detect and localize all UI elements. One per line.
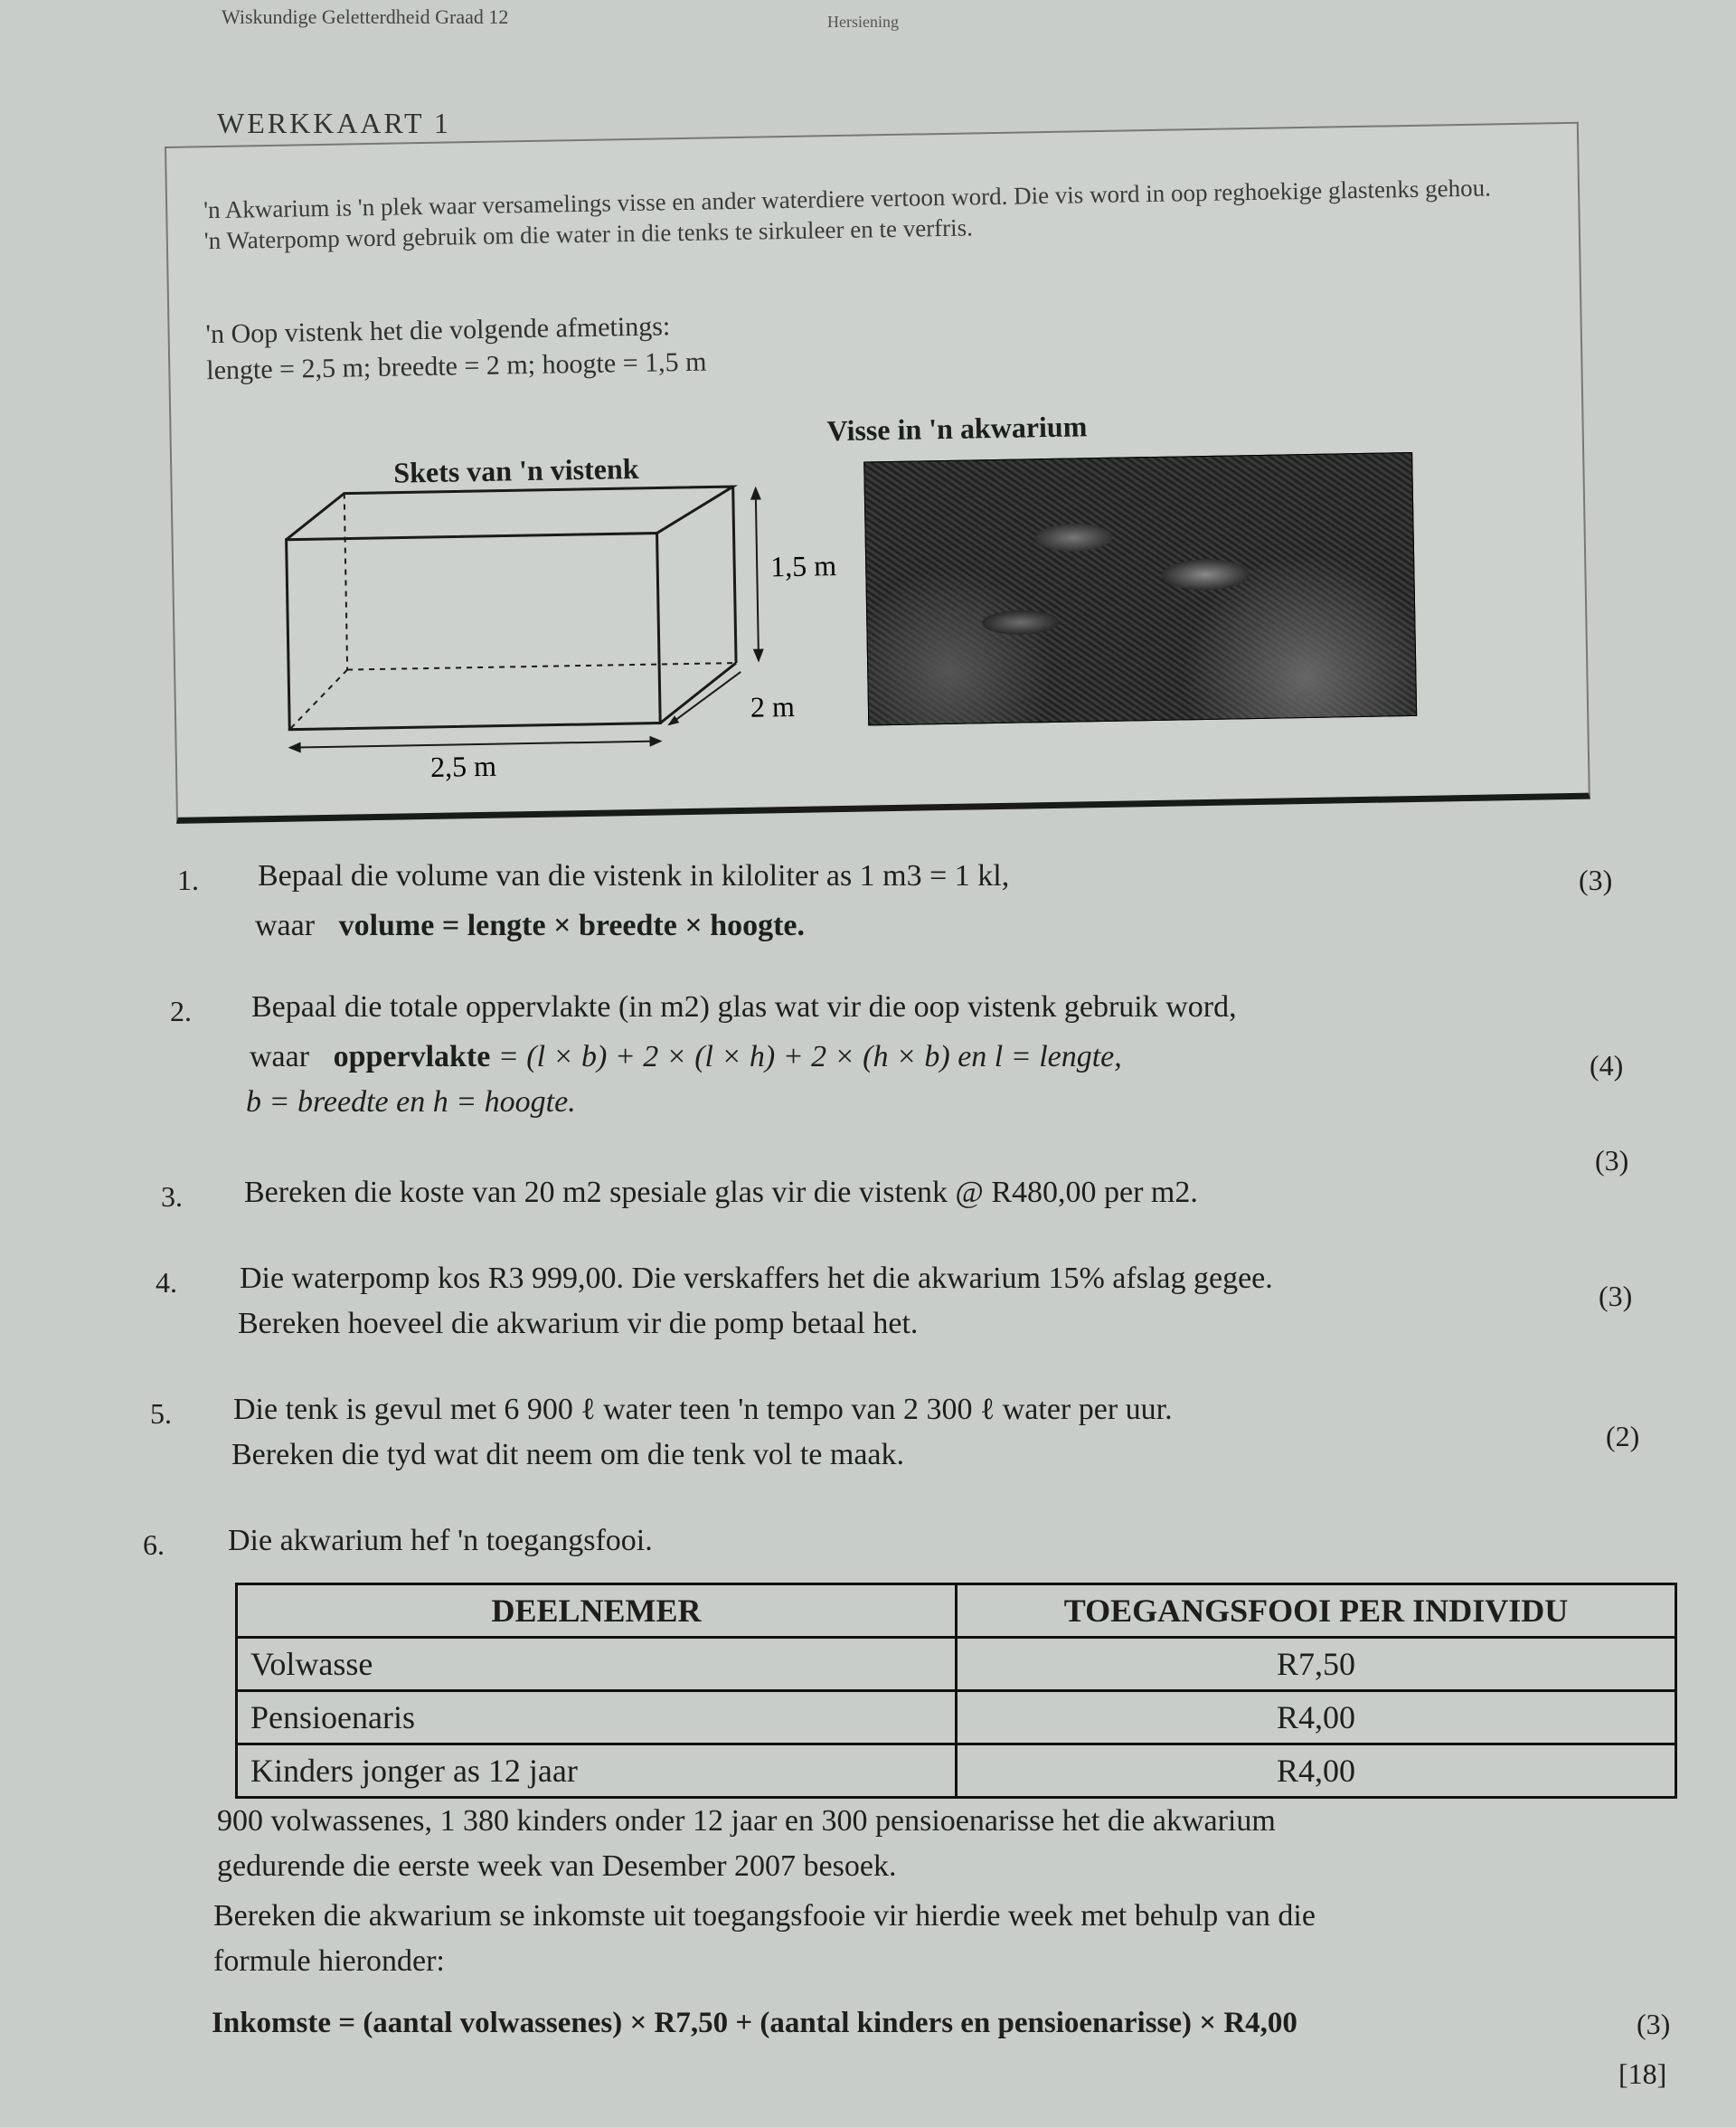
- dimensions-heading: 'n Oop vistenk het die volgende afmetings:: [205, 311, 671, 350]
- sketch-title: Skets van 'n vistenk: [393, 451, 639, 489]
- question-5-line1: Die tenk is gevul met 6 900 ℓ water teen 'n tempo van 2 300 ℓ water per uur.: [233, 1393, 1173, 1426]
- hidden-edge: [344, 494, 347, 670]
- surface-area-label: oppervlakte: [333, 1040, 491, 1073]
- table-header-row: [237, 1584, 1676, 1638]
- length-label: 2,5 m: [429, 749, 497, 783]
- tank-top-edge: [286, 487, 734, 540]
- marks-q3: (3): [1595, 1144, 1629, 1177]
- question-4-line2: Bereken hoeveel die akwarium vir die pomp betaal het.: [238, 1307, 919, 1340]
- volume-formula: volume = lengte × breedte × hoogte.: [338, 909, 806, 942]
- table-row: [237, 1691, 1676, 1744]
- participant-cell: Pensioenaris: [237, 1691, 957, 1744]
- question-number: 5.: [150, 1397, 172, 1430]
- table-row: [237, 1638, 1676, 1691]
- question-number: 2.: [170, 995, 192, 1027]
- hidden-edge: [347, 663, 736, 670]
- marks-q5: (2): [1606, 1420, 1640, 1452]
- participant-cell: Kinders jonger as 12 jaar: [237, 1744, 957, 1798]
- scenario-box: [165, 122, 1590, 824]
- question-number: 4.: [156, 1266, 177, 1299]
- question-6-text: formule hieronder:: [213, 1944, 445, 1978]
- surface-area-formula: = (l × b) + 2 × (l × h) + 2 × (h × b) en l = lengte,: [497, 1040, 1122, 1073]
- fish-tank-sketch: [277, 476, 843, 784]
- question-6-text: Bereken die akwarium se inkomste uit toegangsfooie vir hierdie week met behulp van die: [213, 1899, 1316, 1933]
- aquarium-fish-photo: [863, 452, 1417, 726]
- tank-side-edge: [659, 663, 737, 723]
- question-5-line2: Bereken die tyd wat dit neem om die tenk vol te maak.: [231, 1438, 904, 1471]
- fee-cell: R4,00: [957, 1691, 1676, 1744]
- question-number: 1.: [177, 864, 199, 896]
- scenario-intro: 'n Akwarium is 'n plek waar versamelings visse en ander waterdiere vertoon word. Die vis word in oop reghoekige glastenks gehou. 'n Waterpomp word gebruik om die water in die tenks te sirkuleer en te verfris.: [203, 174, 1492, 255]
- length-arrow: [290, 742, 661, 748]
- tank-front-face: [287, 534, 661, 730]
- marks-q6: (3): [1637, 2008, 1671, 2040]
- subject-header: Wiskundige Geletterdheid Graad 12: [222, 5, 509, 28]
- revision-label: Hersiening: [827, 13, 899, 31]
- hidden-edge: [288, 670, 348, 730]
- entry-fee-table: [235, 1583, 1677, 1799]
- question-1-line1: Bepaal die volume van die vistenk in kiloliter as 1 m3 = 1 kl,: [258, 859, 1010, 893]
- marks-q4: (3): [1599, 1280, 1633, 1312]
- marks-q1: (3): [1579, 864, 1613, 896]
- tank-back-edge: [733, 487, 736, 663]
- question-3-line1: Bereken die koste van 20 m2 spesiale glas vir die vistenk @ R480,00 per m2.: [244, 1176, 1198, 1209]
- where-label: waar: [250, 1040, 310, 1073]
- total-marks: [18]: [1618, 2057, 1667, 2090]
- variable-definitions: b = breedte en h = hoogte.: [246, 1085, 576, 1119]
- table-row: [237, 1744, 1676, 1798]
- width-arrow: [668, 672, 741, 724]
- worksheet-title: WERKKAART 1: [217, 107, 451, 139]
- where-label: waar: [255, 909, 316, 942]
- question-4-line1: Die waterpomp kos R3 999,00. Die verskaffers het die akwarium 15% afslag gegee.: [240, 1262, 1273, 1295]
- fee-cell: R4,00: [957, 1744, 1676, 1798]
- question-6-text: 900 volwassenes, 1 380 kinders onder 12 jaar en 300 pensioenarisse het die akwarium: [217, 1804, 1276, 1838]
- question-6-line1: Die akwarium hef 'n toegangsfooi.: [228, 1524, 653, 1557]
- question-2-line1: Bepaal die totale oppervlakte (in m2) glas wat vir die oop vistenk gebruik word,: [251, 990, 1237, 1024]
- column-header: TOEGANGSFOOI PER INDIVIDU: [957, 1584, 1676, 1638]
- column-header: DEELNEMER: [237, 1584, 957, 1638]
- photo-title: Visse in 'n akwarium: [826, 410, 1088, 448]
- income-formula: Inkomste = (aantal volwassenes) × R7,50 + (aantal kinders en pensioenarisse) × R4,00: [212, 2007, 1297, 2039]
- dimensions-text: lengte = 2,5 m; breedte = 2 m; hoogte = 1,5 m: [206, 346, 707, 386]
- question-6-text: gedurende die eerste week van Desember 2007 besoek.: [217, 1849, 897, 1883]
- marks-q2: (4): [1590, 1049, 1624, 1082]
- question-number: 3.: [161, 1180, 183, 1213]
- height-arrow: [756, 491, 759, 658]
- participant-cell: Volwasse: [237, 1638, 957, 1691]
- question-number: 6.: [143, 1528, 165, 1561]
- width-label: 2 m: [750, 689, 796, 723]
- fee-cell: R7,50: [957, 1638, 1676, 1691]
- height-label: 1,5 m: [769, 549, 837, 583]
